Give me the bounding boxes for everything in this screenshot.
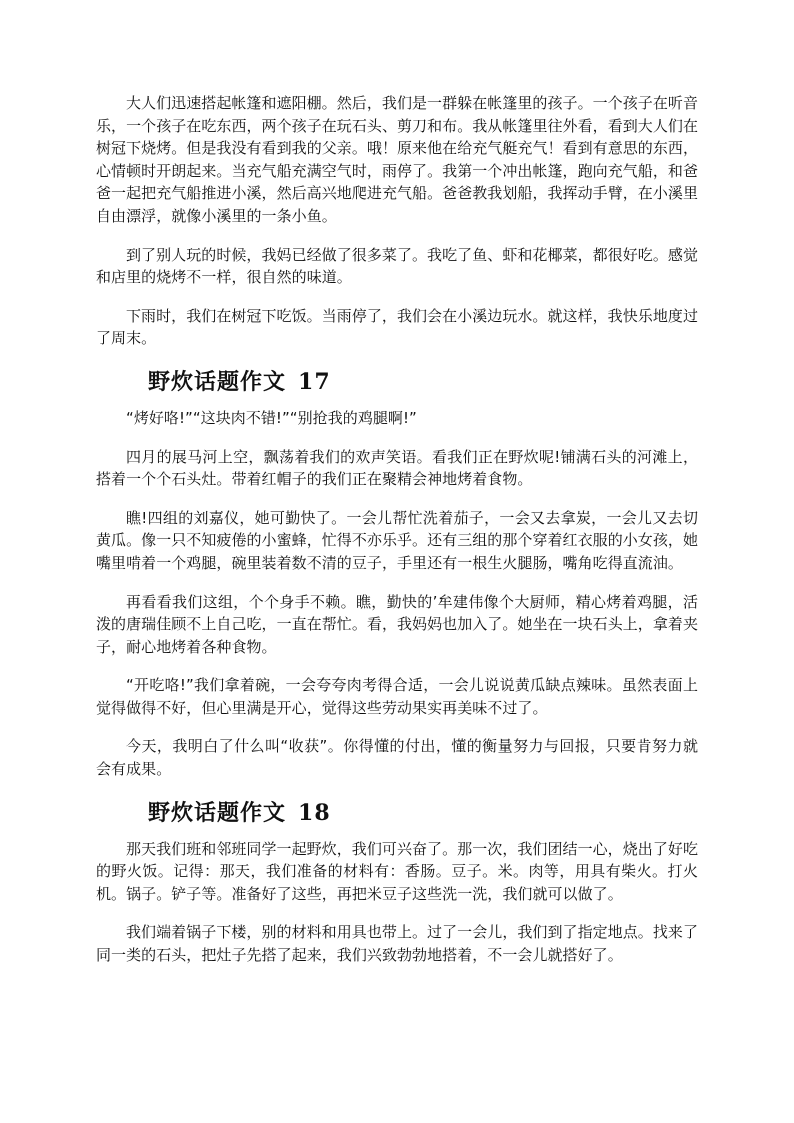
paragraph: 那天我们班和邻班同学一起野炊，我们可兴奋了。那一次，我们团结一心，烧出了好吃的野火饭。记得：那天，我们准备的材料有：香肠。豆子。米。肉等，用具有柴火。打火机。锅子。铲子等。准备好了这些，再把米豆子这些洗一洗，我们就可以做了。 [96, 839, 698, 903]
paragraph: 四月的展马河上空，飘荡着我们的欢声笑语。看我们正在野炊呢!铺满石头的河滩上，搭着一个个石头灶。带着红帽子的我们正在聚精会神地烤着食物。 [96, 447, 698, 489]
section-heading [96, 367, 698, 397]
document-page [96, 92, 698, 983]
paragraph: 瞧!四组的刘嘉仪，她可勤快了。一会儿帮忙洗着茄子，一会又去拿炭，一会儿又去切黄瓜。像一只不知疲倦的小蜜蜂，忙得不亦乐乎。还有三组的那个穿着红衣服的小女孩，她嘴里啃着一个鸡腿，碗里装着数不清的豆子，手里还有一根生火腿肠，嘴角吃得直流油。 [96, 508, 699, 572]
section-number: 18 [298, 799, 331, 826]
section-heading [96, 798, 698, 828]
paragraph: “烤好咯!”“这块肉不错!”“别抢我的鸡腿啊!” [126, 408, 417, 427]
paragraph: 今天，我明白了什么叫“收获”。你得懂的付出，懂的衡量努力与回报，只要肯努力就会有成果。 [96, 737, 698, 779]
paragraph: “开吃咯!”我们拿着碗，一会夸夸肉考得合适，一会儿说说黄瓜缺点辣味。虽然表面上觉得做得不好，但心里满是开心，觉得这些劳动果实再美味不过了。 [96, 676, 698, 717]
section-title: 野炊话题作文 [148, 799, 287, 826]
paragraph: 大人们迅速搭起帐篷和遮阳棚。然后，我们是一群躲在帐篷里的孩子。一个孩子在听音乐，一个孩子在吃东西，两个孩子在玩石头、剪刀和布。我从帐篷里往外看，看到大人们在树冠下烧烤。但是我没有看到我的父亲。哦！原来他在给充气艇充气！看到有意思的东西，心情顿时开朗起来。当充气船充满空气时，雨停了。我第一个冲出帐篷，跑向充气船，和爸爸一起把充气船推进小溪，然后高兴地爬进充气船。爸爸教我划船，我挥动手臂，在小溪里自由漂浮，就像小溪里的一条小鱼。 [96, 94, 699, 225]
paragraph: 下雨时，我们在树冠下吃饭。当雨停了，我们会在小溪边玩水。就这样，我快乐地度过了周末。 [96, 306, 698, 348]
section-number: 17 [298, 368, 331, 395]
paragraph: 再看看我们这组，个个身手不赖。瞧，勤快的’牟建伟像个大厨师，精心烤着鸡腿，活泼的唐瑞佳顾不上自己吃，一直在帮忙。看，我妈妈也加入了。她坐在一块石头上，拿着夹子，耐心地烤着各种食物。 [96, 592, 699, 656]
paragraph: 到了别人玩的时候，我妈已经做了很多菜了。我吃了鱼、虾和花椰菜，都很好吃。感觉和店里的烧烤不一样，很自然的味道。 [96, 245, 698, 287]
section-title: 野炊话题作文 [148, 368, 287, 395]
paragraph: 我们端着锅子下楼，别的材料和用具也带上。过了一会儿，我们到了指定地点。找来了同一类的石头，把灶子先搭了起来，我们兴致勃勃地搭着，不一会儿就搭好了。 [96, 923, 698, 965]
